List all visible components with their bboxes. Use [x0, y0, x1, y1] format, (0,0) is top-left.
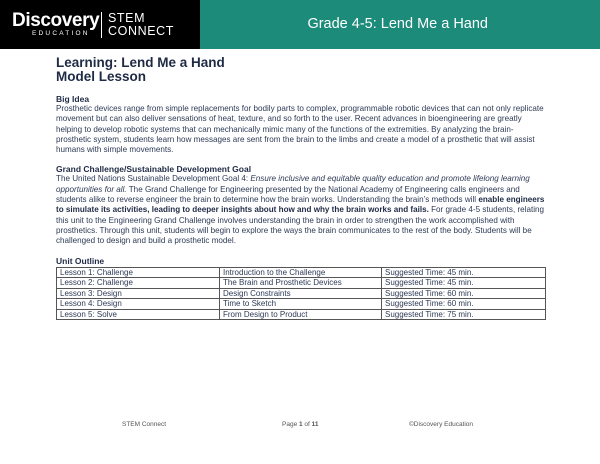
table-row — [57, 309, 546, 320]
document-title — [56, 56, 546, 84]
unit-outline-table — [56, 267, 546, 321]
table-row — [57, 278, 546, 289]
big-idea-heading: Big Idea — [56, 94, 90, 104]
lesson-cell: Lesson 3: Design — [57, 288, 220, 299]
footer-page-number — [282, 421, 319, 428]
topic-cell: Design Constraints — [220, 288, 382, 299]
footer-page-of: of — [302, 421, 312, 428]
footer-copyright: ©Discovery Education — [409, 421, 474, 428]
document-body — [56, 56, 546, 320]
time-cell: Suggested Time: 60 min. — [382, 288, 546, 299]
grand-challenge-intro: The United Nations Sustainable Development Goal 4: — [56, 174, 251, 184]
grand-challenge-heading: Grand Challenge/Sustainable Development Goal — [56, 164, 252, 175]
grade-title: Grade 4-5: Lend Me a Hand — [307, 16, 488, 32]
table-row — [57, 288, 546, 299]
grand-challenge-emphasis: enable engineers to simulate its activities, leading to deeper insights about how and why the brain works and fails. — [56, 195, 545, 215]
document-title-line1: Learning: Lend Me a Hand — [56, 55, 225, 70]
lesson-cell: Lesson 1: Challenge — [57, 267, 220, 278]
table-row — [57, 267, 546, 278]
topic-cell: From Design to Product — [220, 309, 382, 320]
stem-connect-logo — [108, 12, 174, 38]
page-header — [0, 0, 600, 49]
time-cell: Suggested Time: 60 min. — [382, 299, 546, 310]
time-cell: Suggested Time: 45 min. — [382, 267, 546, 278]
topic-cell: Time to Sketch — [220, 299, 382, 310]
stem-connect-line2: CONNECT — [108, 24, 175, 38]
lesson-cell: Lesson 4: Design — [57, 299, 220, 310]
footer-brand: STEM Connect — [122, 421, 167, 428]
page-footer — [0, 421, 600, 433]
discovery-logo-subtitle: EDUCATION — [32, 30, 90, 37]
logo-divider — [101, 12, 102, 38]
footer-page-total: 11 — [311, 421, 319, 428]
topic-cell: The Brain and Prosthetic Devices — [220, 278, 382, 289]
brand-block — [0, 0, 200, 49]
table-row — [57, 299, 546, 310]
grand-challenge-end: For grade 4-5 students, relating this unit to the Engineering Grand Challenge involves understanding the brain in order to strengthen the work accomplished with prosthetics. Through this unit, students will begin to explore the ways the brain communicates to the rest of the body. Students will be challenged to design and build a prosthetic model. — [56, 205, 545, 246]
grand-challenge-goal: Ensure inclusive and equitable quality education and promote lifelong learning opportunities for all. — [56, 174, 530, 194]
header-title-bar — [200, 0, 600, 49]
document-title-line2: Model Lesson — [56, 69, 147, 84]
lesson-cell: Lesson 5: Solve — [57, 309, 220, 320]
time-cell: Suggested Time: 45 min. — [382, 278, 546, 289]
stem-connect-line1: STEM — [108, 11, 146, 25]
discovery-logo: Discovery — [12, 10, 100, 31]
unit-outline-heading: Unit Outline — [56, 255, 105, 266]
grand-challenge-text — [56, 174, 546, 246]
grand-challenge-middle: The Grand Challenge for Engineering presented by the National Academy of Engineering calls engineers and students alike to reverse engineer the brain to determine how the brain works. Understanding the brain’s methods will — [56, 184, 520, 205]
time-cell: Suggested Time: 75 min. — [382, 309, 546, 320]
big-idea-text: Prosthetic devices range from simple replacements for bodily parts to complex, programmable robotic devices that can not only replicate movement but can also deliver sensations of heat, texture, and so forth to the user. Recent advances in bioengineering are greatly helping to develop robotic systems that can mechanically mimic many of the functions of the extremities. By analyzing the brain-prosthetic system, students learn how messages are sent from the brain to the limbs and create a model of a prosthetic that will assist humans with simple movements. — [56, 104, 544, 155]
footer-page-current: 1 — [299, 421, 303, 428]
lesson-cell: Lesson 2: Challenge — [57, 278, 220, 289]
footer-page-prefix: Page — [282, 421, 299, 428]
topic-cell: Introduction to the Challenge — [220, 267, 382, 278]
